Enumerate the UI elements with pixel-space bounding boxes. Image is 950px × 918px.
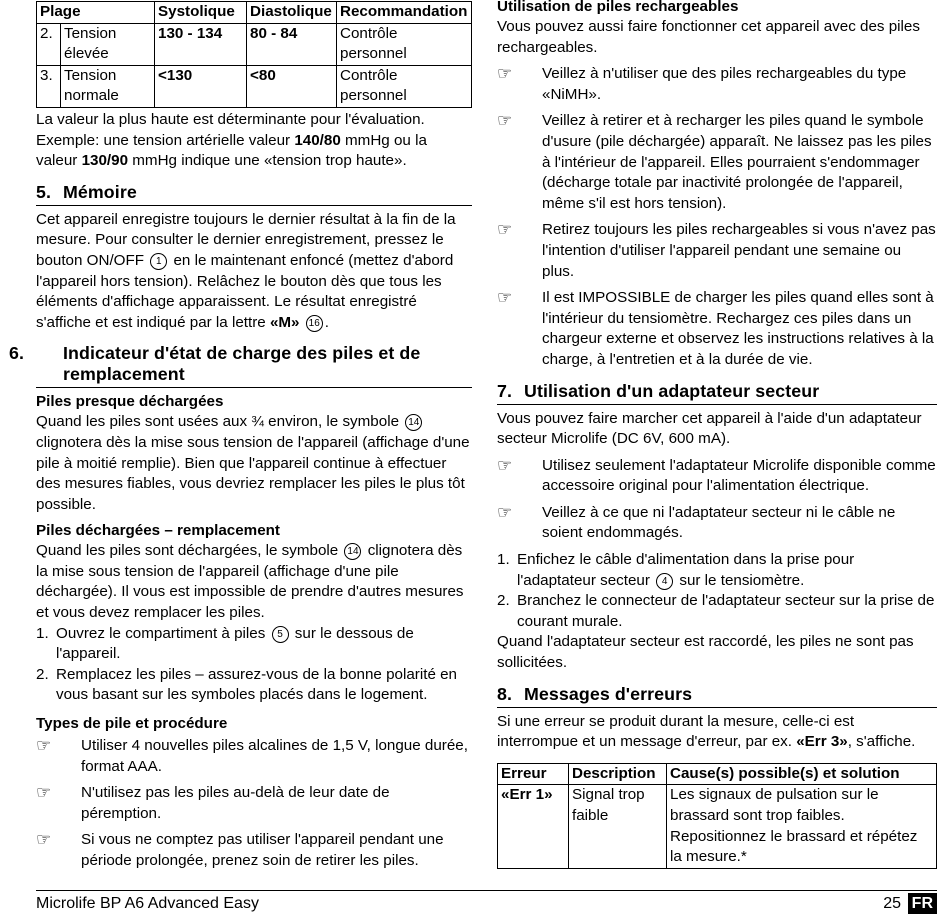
subheading-low-battery: Piles presque déchargées	[36, 393, 224, 411]
rechargeable-intro: Vous pouvez aussi faire fonctionner cet appareil avec des piles rechargeables.	[497, 18, 920, 56]
pointing-hand-icon: ☞	[36, 736, 52, 756]
column-header: Erreur	[498, 763, 569, 785]
table-row	[37, 65, 472, 107]
column-header: Cause(s) possible(s) et solution	[667, 763, 937, 785]
error-code-cell: «Err 1»	[498, 785, 569, 868]
callout-14-icon: 14	[344, 543, 361, 560]
callout-4-icon: 4	[656, 573, 673, 590]
list-item: 1. Enfichez le câble d'alimentation dans la prise pour l'adaptateur secteur 4 sur le tensiomètre.	[497, 551, 855, 589]
subheading-battery-types: Types de pile et procédure	[36, 715, 228, 733]
subheading-flat-battery: Piles déchargées – remplacement	[36, 522, 280, 540]
pointing-hand-icon: ☞	[497, 64, 513, 84]
pointing-hand-icon: ☞	[497, 288, 513, 308]
list-item: 2. Branchez le connecteur de l'adaptateur secteur sur la prise de courant murale.	[497, 592, 935, 630]
recommendation-cell: Contrôle personnel	[337, 23, 472, 65]
column-header: Recommandation	[337, 2, 472, 24]
list-item: ☞ Utilisez seulement l'adaptateur Microlife disponible comme accessoire original pour l'alimentation électrique.	[497, 456, 937, 497]
pointing-hand-icon: ☞	[36, 830, 52, 850]
column-header: Plage	[37, 2, 155, 24]
row-label: Tension élevée	[64, 24, 117, 63]
list-item: ☞ N'utilisez pas les piles au-delà de leur date de péremption.	[36, 783, 472, 824]
adapter-intro: Vous pouvez faire marcher cet appareil à l'aide d'un adaptateur secteur Microlife (DC 6V, 600 mA).	[497, 409, 922, 448]
row-label: Tension normale	[64, 66, 119, 105]
callout-16-icon: 16	[306, 315, 323, 332]
list-item: ☞ Retirez toujours les piles rechargeables si vous n'avez pas l'intention d'utiliser l'appareil pendant une semaine ou plus.	[497, 220, 937, 282]
column-header: Systolique	[155, 2, 247, 24]
table-header-row	[498, 763, 937, 785]
low-battery-text: Quand les piles sont usées aux ¾ environ, le symbole 14 clignotera dès la mise sous tension de l'appareil (affichage d'une pile à moitié remplie). Bien que l'appareil continue à effectuer des mesures fiables, vous devriez remplacer les piles le plus tôt possible.	[36, 413, 470, 513]
section-heading-adapter: 7. Utilisation d'un adaptateur secteur	[497, 381, 937, 405]
list-item: ☞ Veillez à n'utiliser que des piles rechargeables du type «NiMH».	[497, 64, 937, 105]
pointing-hand-icon: ☞	[497, 502, 513, 522]
list-item: ☞ Il est IMPOSSIBLE de charger les piles quand elles sont à l'intérieur du tensiomètre. Rechargez ces piles dans un chargeur externe et observez les instructions relatives à la charge, à l'entretien et à la durée de vie.	[497, 288, 937, 370]
list-item: ☞ Veillez à retirer et à recharger les piles quand le symbole d'usure (pile déchargée) apparaît. Ne laissez pas les piles à l'intérieur de l'appareil. Elles pourraient s'endommager (décharge totale par inactivité prolongée de l'appareil, même s'il est hors tension).	[497, 111, 937, 214]
adapter-outro: Quand l'adaptateur secteur est raccordé, les piles ne sont pas sollicitées.	[497, 633, 914, 672]
section-heading-memory: 5. Mémoire	[36, 182, 472, 206]
language-badge: FR	[908, 893, 937, 914]
section-heading-battery: 6. Indicateur d'état de charge des piles et de remplacement	[36, 343, 472, 388]
column-header: Diastolique	[247, 2, 337, 24]
callout-14-icon: 14	[405, 414, 422, 431]
error-desc-cell: Signal trop faible	[569, 785, 667, 868]
list-item: ☞ Veillez à ce que ni l'adaptateur secteur ni le câble ne soient endommagés.	[497, 503, 937, 544]
error-cause-cell: Les signaux de pulsation sur le brassard sont trop faibles. Repositionnez le brassard et répétez la mesure.*	[667, 785, 937, 868]
list-item: ☞ Utiliser 4 nouvelles piles alcalines de 1,5 V, longue durée, format AAA.	[36, 736, 472, 777]
callout-5-icon: 5	[272, 626, 289, 643]
diastolic-cell: 80 - 84	[247, 23, 337, 65]
list-item: ☞ Si vous ne comptez pas utiliser l'appareil pendant une période prolongée, prenez soin de retirer les piles.	[36, 830, 472, 871]
list-item: 2. Remplacez les piles – assurez-vous de la bonne polarité en vous basant sur les symboles placés dans le logement.	[36, 665, 458, 704]
page-number: 25	[883, 895, 901, 912]
pointing-hand-icon: ☞	[497, 111, 513, 131]
page-footer	[36, 890, 937, 912]
list-item: 1. Ouvrez le compartiment à piles 5 sur le dessous de l'appareil.	[36, 624, 414, 663]
recommendation-cell: Contrôle personnel	[337, 65, 472, 107]
right-column	[497, 0, 937, 869]
error-table	[497, 763, 937, 869]
pointing-hand-icon: ☞	[497, 220, 513, 240]
table-row	[498, 785, 937, 868]
column-header: Description	[569, 763, 667, 785]
systolic-cell: 130 - 134	[155, 23, 247, 65]
table-row	[37, 23, 472, 65]
systolic-cell: <130	[155, 65, 247, 107]
flat-battery-text: Quand les piles sont déchargées, le symbole 14 clignotera dès la mise sous tension de l'appareil (affichage d'une pile déchargée). Il vous est impossible de prendre d'autres mesures et vous devez remplacer les piles.	[36, 542, 464, 622]
diastolic-cell: <80	[247, 65, 337, 107]
section-heading-errors: 8. Messages d'erreurs	[497, 684, 937, 708]
bp-range-table	[36, 1, 472, 108]
row-index: 2.	[37, 24, 61, 65]
pointing-hand-icon: ☞	[36, 783, 52, 803]
memory-text: Cet appareil enregistre toujours le dernier résultat à la fin de la mesure. Pour consulter le dernier enregistrement, pressez le bouton ON/OFF 1 en le maintenant enfoncé (mettez d'abord l'appareil hors tension). Relâchez le bouton dès que tous les éléments d'affichage apparaissent. Le résultat enregistré s'affiche et est indiqué par la lettre «M» 16 .	[36, 210, 456, 331]
row-index: 3.	[37, 66, 61, 107]
errors-intro: Si une erreur se produit durant la mesure, celle-ci est interrompue et un message d'erreur, par ex. «Err 3», s'affiche.	[497, 712, 916, 751]
pointing-hand-icon: ☞	[497, 455, 513, 475]
callout-1-icon: 1	[150, 253, 167, 270]
left-column	[9, 0, 472, 878]
table-header-row	[37, 2, 472, 24]
eval-note: La valeur la plus haute est déterminante pour l'évaluation. Exemple: une tension artérielle valeur 140/80 mmHg ou la valeur 130/90 mmHg indique une «tension trop haute».	[36, 110, 427, 170]
subheading-rechargeable: Utilisation de piles rechargeables	[497, 0, 739, 15]
footer-model: Microlife BP A6 Advanced Easy	[36, 895, 259, 912]
